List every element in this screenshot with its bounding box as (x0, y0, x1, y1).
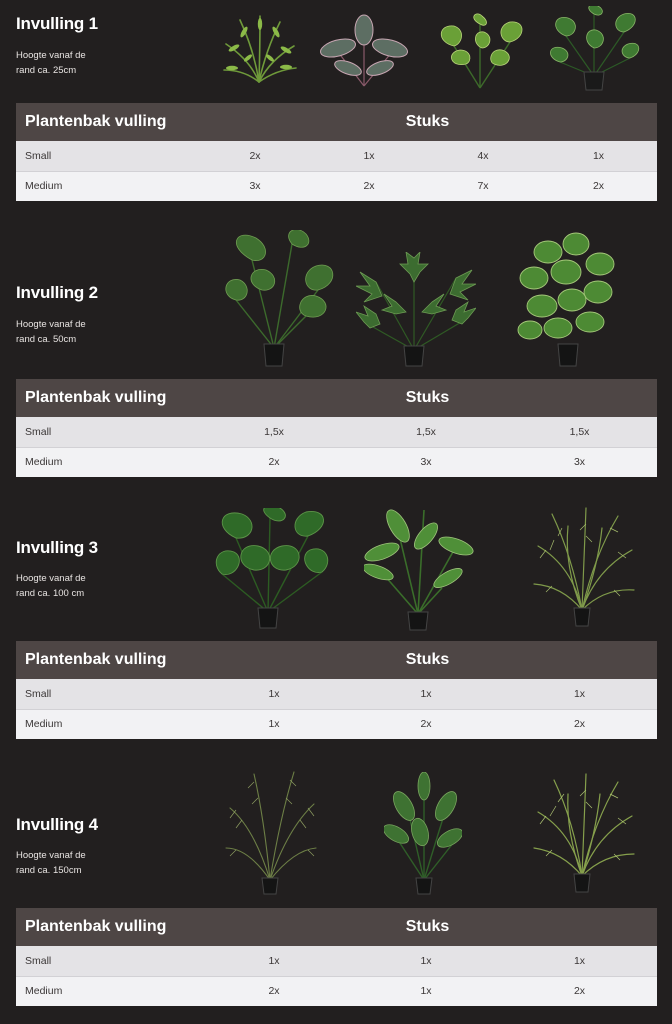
bird-of-paradise-icon (384, 772, 462, 896)
philodendron-selloum-icon (356, 252, 476, 368)
table-row (16, 709, 657, 739)
calathea-icon (318, 12, 410, 90)
elephant-ear-icon (214, 508, 332, 630)
section-invulling-1 (0, 0, 672, 210)
table-cell: 1,5x (350, 417, 502, 447)
table-header-stuks: Stuks (198, 379, 657, 417)
table-cell: 3x (198, 171, 312, 201)
section-title: Invulling 2 (16, 283, 98, 302)
table-cell: 2x (312, 171, 426, 201)
table-row (16, 946, 657, 976)
table-cell: 1x (198, 709, 350, 739)
table-cell: 1,5x (198, 417, 350, 447)
table-cell: 2x (502, 709, 657, 739)
row-label: Medium (16, 709, 198, 739)
table-cell: 1x (350, 679, 502, 709)
areca-palm-tall-icon (532, 772, 636, 894)
section-title: Invulling 4 (16, 815, 98, 834)
areca-palm-icon (532, 506, 636, 628)
table-header-stuks: Stuks (198, 641, 657, 679)
table-row (16, 976, 657, 1006)
row-label: Small (16, 141, 198, 171)
filling-table (16, 908, 657, 1006)
filling-table (16, 379, 657, 477)
section-subtitle: Hoogte vanaf de rand ca. 50cm (16, 319, 86, 345)
table-row (16, 679, 657, 709)
section-title: Invulling 3 (16, 538, 98, 557)
table-cell: 1x (312, 141, 426, 171)
section-invulling-2 (0, 220, 672, 480)
anthurium-icon (546, 6, 642, 92)
table-header-label: Plantenbak vulling (16, 379, 198, 417)
table-cell: 1x (198, 946, 350, 976)
table-cell: 1x (540, 141, 657, 171)
row-label: Medium (16, 976, 198, 1006)
section-subtitle: Hoogte vanaf de rand ca. 150cm (16, 850, 86, 876)
table-cell: 1x (502, 679, 657, 709)
row-label: Small (16, 679, 198, 709)
table-cell: 2x (198, 976, 350, 1006)
table-header-label: Plantenbak vulling (16, 641, 198, 679)
table-cell: 4x (426, 141, 540, 171)
row-label: Medium (16, 447, 198, 477)
row-label: Medium (16, 171, 198, 201)
table-cell: 7x (426, 171, 540, 201)
table-row (16, 417, 657, 447)
table-cell: 1,5x (502, 417, 657, 447)
filling-table (16, 641, 657, 739)
table-header-stuks: Stuks (198, 103, 657, 141)
table-header-label: Plantenbak vulling (16, 103, 198, 141)
strelitzia-icon (364, 506, 474, 632)
table-header-stuks: Stuks (198, 908, 657, 946)
table-cell: 1x (502, 946, 657, 976)
table-cell: 1x (350, 946, 502, 976)
table-cell: 3x (350, 447, 502, 477)
table-row (16, 447, 657, 477)
section-subtitle: Hoogte vanaf de rand ca. 100 cm (16, 573, 86, 599)
section-subtitle: Hoogte vanaf de rand ca. 25cm (16, 50, 86, 76)
pothos-icon (514, 230, 622, 368)
row-label: Small (16, 946, 198, 976)
table-cell: 1x (198, 679, 350, 709)
alocasia-icon (222, 230, 338, 368)
table-row (16, 171, 657, 201)
section-invulling-4 (0, 760, 672, 1024)
table-cell: 2x (502, 976, 657, 1006)
table-row (16, 141, 657, 171)
section-invulling-3 (0, 490, 672, 750)
table-cell: 2x (198, 447, 350, 477)
table-cell: 1x (350, 976, 502, 1006)
kentia-palm-icon (224, 768, 318, 896)
table-header-label: Plantenbak vulling (16, 908, 198, 946)
filling-table (16, 103, 657, 201)
table-cell: 2x (198, 141, 312, 171)
row-label: Small (16, 417, 198, 447)
section-title: Invulling 1 (16, 14, 98, 33)
table-cell: 3x (502, 447, 657, 477)
table-cell: 2x (540, 171, 657, 201)
philodendron-icon (432, 12, 528, 90)
table-cell: 2x (350, 709, 502, 739)
fern-icon (220, 10, 298, 88)
